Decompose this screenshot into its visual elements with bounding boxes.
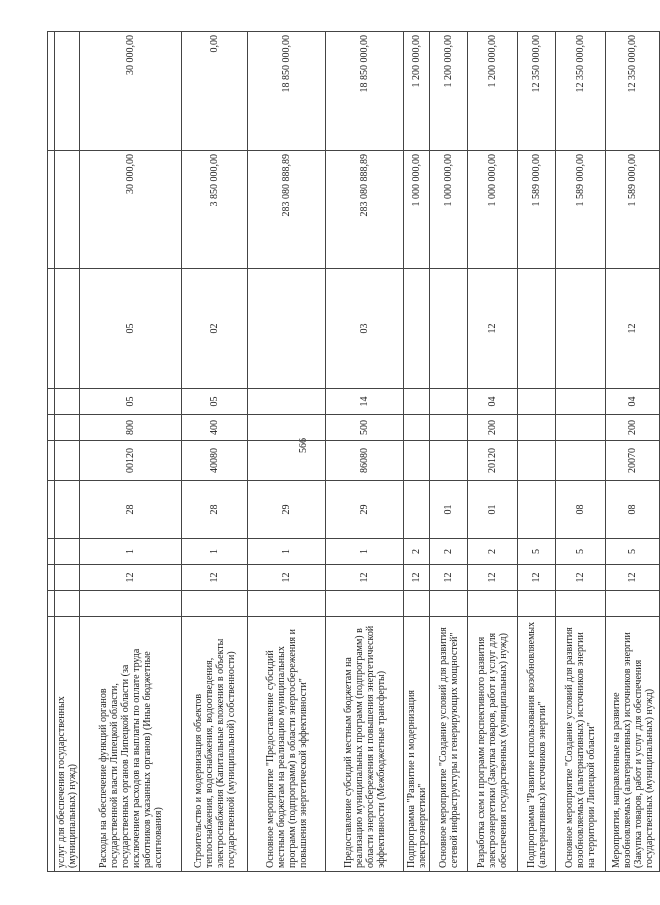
amount-year-2-cell: 12 350 000,00 [606,32,660,151]
subprogram-code-cell [404,481,430,539]
budget-table [47,31,660,872]
header-cell [48,151,55,269]
program-code-cell: 1 [182,539,248,565]
expense-type-code-cell: 200 [468,415,518,441]
table-row [326,32,404,872]
section-code-cell [404,389,430,415]
subsection-code-cell [404,269,430,389]
subsection-code-cell [518,269,556,389]
table-row [182,32,248,872]
ministry-code-cell: 12 [468,565,518,591]
row-name-cell: Основное мероприятие "Предоставление субсидий местным бюджетам на реализацию муниципальных программ (подпрограмм) в области энергосбережения и повышения энергетической эффективности" [248,617,326,872]
amount-year-1-cell: 1 589 000,00 [606,151,660,269]
empty-cell [556,591,606,617]
amount-year-2-cell: 1 200 000,00 [468,32,518,151]
table-row [248,32,326,872]
header-cell [48,441,55,481]
program-code-cell: 5 [518,539,556,565]
expense-code-cell [518,441,556,481]
expense-code-cell: 00120 [80,441,182,481]
section-code-cell [518,389,556,415]
amount-year-2-cell: 0,00 [182,32,248,151]
program-code-cell: 1 [248,539,326,565]
header-cell [48,269,55,389]
subprogram-code-cell: 28 [80,481,182,539]
row-name-cell: Основное мероприятие "Создание условий для развития сетевой инфраструктуры и генерирующих мощностей" [430,617,468,872]
subprogram-code-cell: 01 [468,481,518,539]
amount-year-1-cell: 283 080 888,89 [326,151,404,269]
amount-year-2-cell: 18 850 000,00 [326,32,404,151]
table-row [518,32,556,872]
subprogram-code-cell [518,481,556,539]
expense-type-code-cell [518,415,556,441]
ministry-code-cell: 12 [518,565,556,591]
table-body [48,32,660,872]
amount-year-1-cell: 30 000,00 [80,151,182,269]
ministry-code-cell: 12 [326,565,404,591]
program-code-cell: 1 [80,539,182,565]
expense-code-cell [556,441,606,481]
section-code-cell: 05 [80,389,182,415]
row-name-cell: Расходы на обеспечение функций органов государственной власти Липецкой области, государственных органов Липецкой области (за исключением расходов на выплаты по оплате труда работников указанных органов) (Иные бюджетные ассигнования) [80,617,182,872]
expense-type-code-cell [430,415,468,441]
row-name-cell: Основное мероприятие "Создание условий для развития возобновляемых (альтернативных) источников энергии на территории Липецкой области" [556,617,606,872]
header-cell [48,617,55,872]
subsection-code-cell [55,269,80,389]
program-code-cell: 2 [468,539,518,565]
amount-year-2-cell: 12 350 000,00 [556,32,606,151]
empty-cell [518,591,556,617]
expense-type-code-cell [556,415,606,441]
expense-type-code-cell [404,415,430,441]
table-row [430,32,468,872]
ministry-code-cell: 12 [404,565,430,591]
table-row [80,32,182,872]
header-cell [48,415,55,441]
header-cell [48,481,55,539]
table-row [606,32,660,872]
expense-type-code-cell: 800 [80,415,182,441]
program-code-cell: 1 [326,539,404,565]
page-number: 566 [298,438,309,453]
program-code-cell: 5 [606,539,660,565]
section-code-cell: 05 [182,389,248,415]
section-code-cell [556,389,606,415]
amount-year-2-cell: 12 350 000,00 [518,32,556,151]
amount-year-2-cell: 1 200 000,00 [404,32,430,151]
expense-code-cell [430,441,468,481]
subprogram-code-cell: 08 [606,481,660,539]
section-code-cell [430,389,468,415]
header-cell [48,32,55,151]
expense-type-code-cell: 400 [182,415,248,441]
subsection-code-cell: 12 [606,269,660,389]
section-code-cell: 14 [326,389,404,415]
table-row [556,32,606,872]
program-code-cell: 2 [404,539,430,565]
amount-year-1-cell: 3 850 000,00 [182,151,248,269]
ministry-code-cell: 12 [80,565,182,591]
amount-year-1-cell [55,151,80,269]
subprogram-code-cell: 29 [326,481,404,539]
row-name-cell: Мероприятия, направленные на развитие возобновляемых (альтернативных) источников энергии (Закупка товаров, работ и услуг для обеспечения государственных (муниципальных) нужд) [606,617,660,872]
ministry-code-cell: 12 [182,565,248,591]
empty-cell [404,591,430,617]
subsection-code-cell [556,269,606,389]
section-code-cell [248,389,326,415]
amount-year-2-cell: 18 850 000,00 [248,32,326,151]
ministry-code-cell: 12 [606,565,660,591]
subsection-code-cell: 03 [326,269,404,389]
row-name-cell: услуг для обеспечения государственных (муниципальных) нужд) [55,617,80,872]
empty-cell [248,591,326,617]
table-header-row [48,32,55,872]
header-cell [48,591,55,617]
empty-cell [55,591,80,617]
expense-type-code-cell: 500 [326,415,404,441]
amount-year-1-cell: 1 000 000,00 [404,151,430,269]
expense-type-code-cell [248,415,326,441]
subprogram-code-cell: 08 [556,481,606,539]
table-row [55,32,80,872]
budget-table-container [47,32,655,872]
table-row [468,32,518,872]
subprogram-code-cell: 01 [430,481,468,539]
row-name-cell: Подпрограмма "Развитие использования возобновляемых (альтернативных) источников энергии" [518,617,556,872]
amount-year-1-cell: 1 589 000,00 [518,151,556,269]
ministry-code-cell: 12 [430,565,468,591]
ministry-code-cell [55,565,80,591]
amount-year-1-cell: 1 000 000,00 [468,151,518,269]
expense-code-cell: 20070 [606,441,660,481]
empty-cell [606,591,660,617]
empty-cell [430,591,468,617]
expense-code-cell [404,441,430,481]
subsection-code-cell: 02 [182,269,248,389]
subprogram-code-cell: 29 [248,481,326,539]
amount-year-1-cell: 1 000 000,00 [430,151,468,269]
amount-year-2-cell: 30 000,00 [80,32,182,151]
subsection-code-cell [430,269,468,389]
empty-cell [80,591,182,617]
subsection-code-cell [248,269,326,389]
ministry-code-cell: 12 [556,565,606,591]
subsection-code-cell: 05 [80,269,182,389]
program-code-cell [55,539,80,565]
table-row [404,32,430,872]
subprogram-code-cell: 28 [182,481,248,539]
section-code-cell [55,389,80,415]
row-name-cell: Строительство и модернизация объектов теплоснабжения, водоснабжения, водоотведения, электроснабжения (Капитальные вложения в объекты государственной (муниципальной) собственности) [182,617,248,872]
amount-year-2-cell [55,32,80,151]
expense-type-code-cell [55,415,80,441]
empty-cell [182,591,248,617]
empty-cell [326,591,404,617]
section-code-cell: 04 [468,389,518,415]
section-code-cell: 04 [606,389,660,415]
empty-cell [468,591,518,617]
row-name-cell: Разработка схем и программ перспективного развития электроэнергетики (Закупка товаров, работ и услуг для обеспечения государственных (муниципальных) нужд) [468,617,518,872]
row-name-cell: Подпрограмма "Развитие и модернизация электроэнергетики" [404,617,430,872]
header-cell [48,389,55,415]
ministry-code-cell: 12 [248,565,326,591]
amount-year-1-cell: 1 589 000,00 [556,151,606,269]
program-code-cell: 2 [430,539,468,565]
amount-year-2-cell: 1 200 000,00 [430,32,468,151]
header-cell [48,565,55,591]
program-code-cell: 5 [556,539,606,565]
amount-year-1-cell: 283 080 888,89 [248,151,326,269]
subprogram-code-cell [55,481,80,539]
expense-type-code-cell: 200 [606,415,660,441]
expense-code-cell [248,441,326,481]
expense-code-cell: 86080 [326,441,404,481]
expense-code-cell: 20120 [468,441,518,481]
expense-code-cell [55,441,80,481]
header-cell [48,539,55,565]
expense-code-cell: 40080 [182,441,248,481]
subsection-code-cell: 12 [468,269,518,389]
row-name-cell: Предоставление субсидий местным бюджетам на реализацию муниципальных программ (подпрограмм) в области энергосбережения и повышения энергетической эффективности (Межбюджетные трансферты) [326,617,404,872]
